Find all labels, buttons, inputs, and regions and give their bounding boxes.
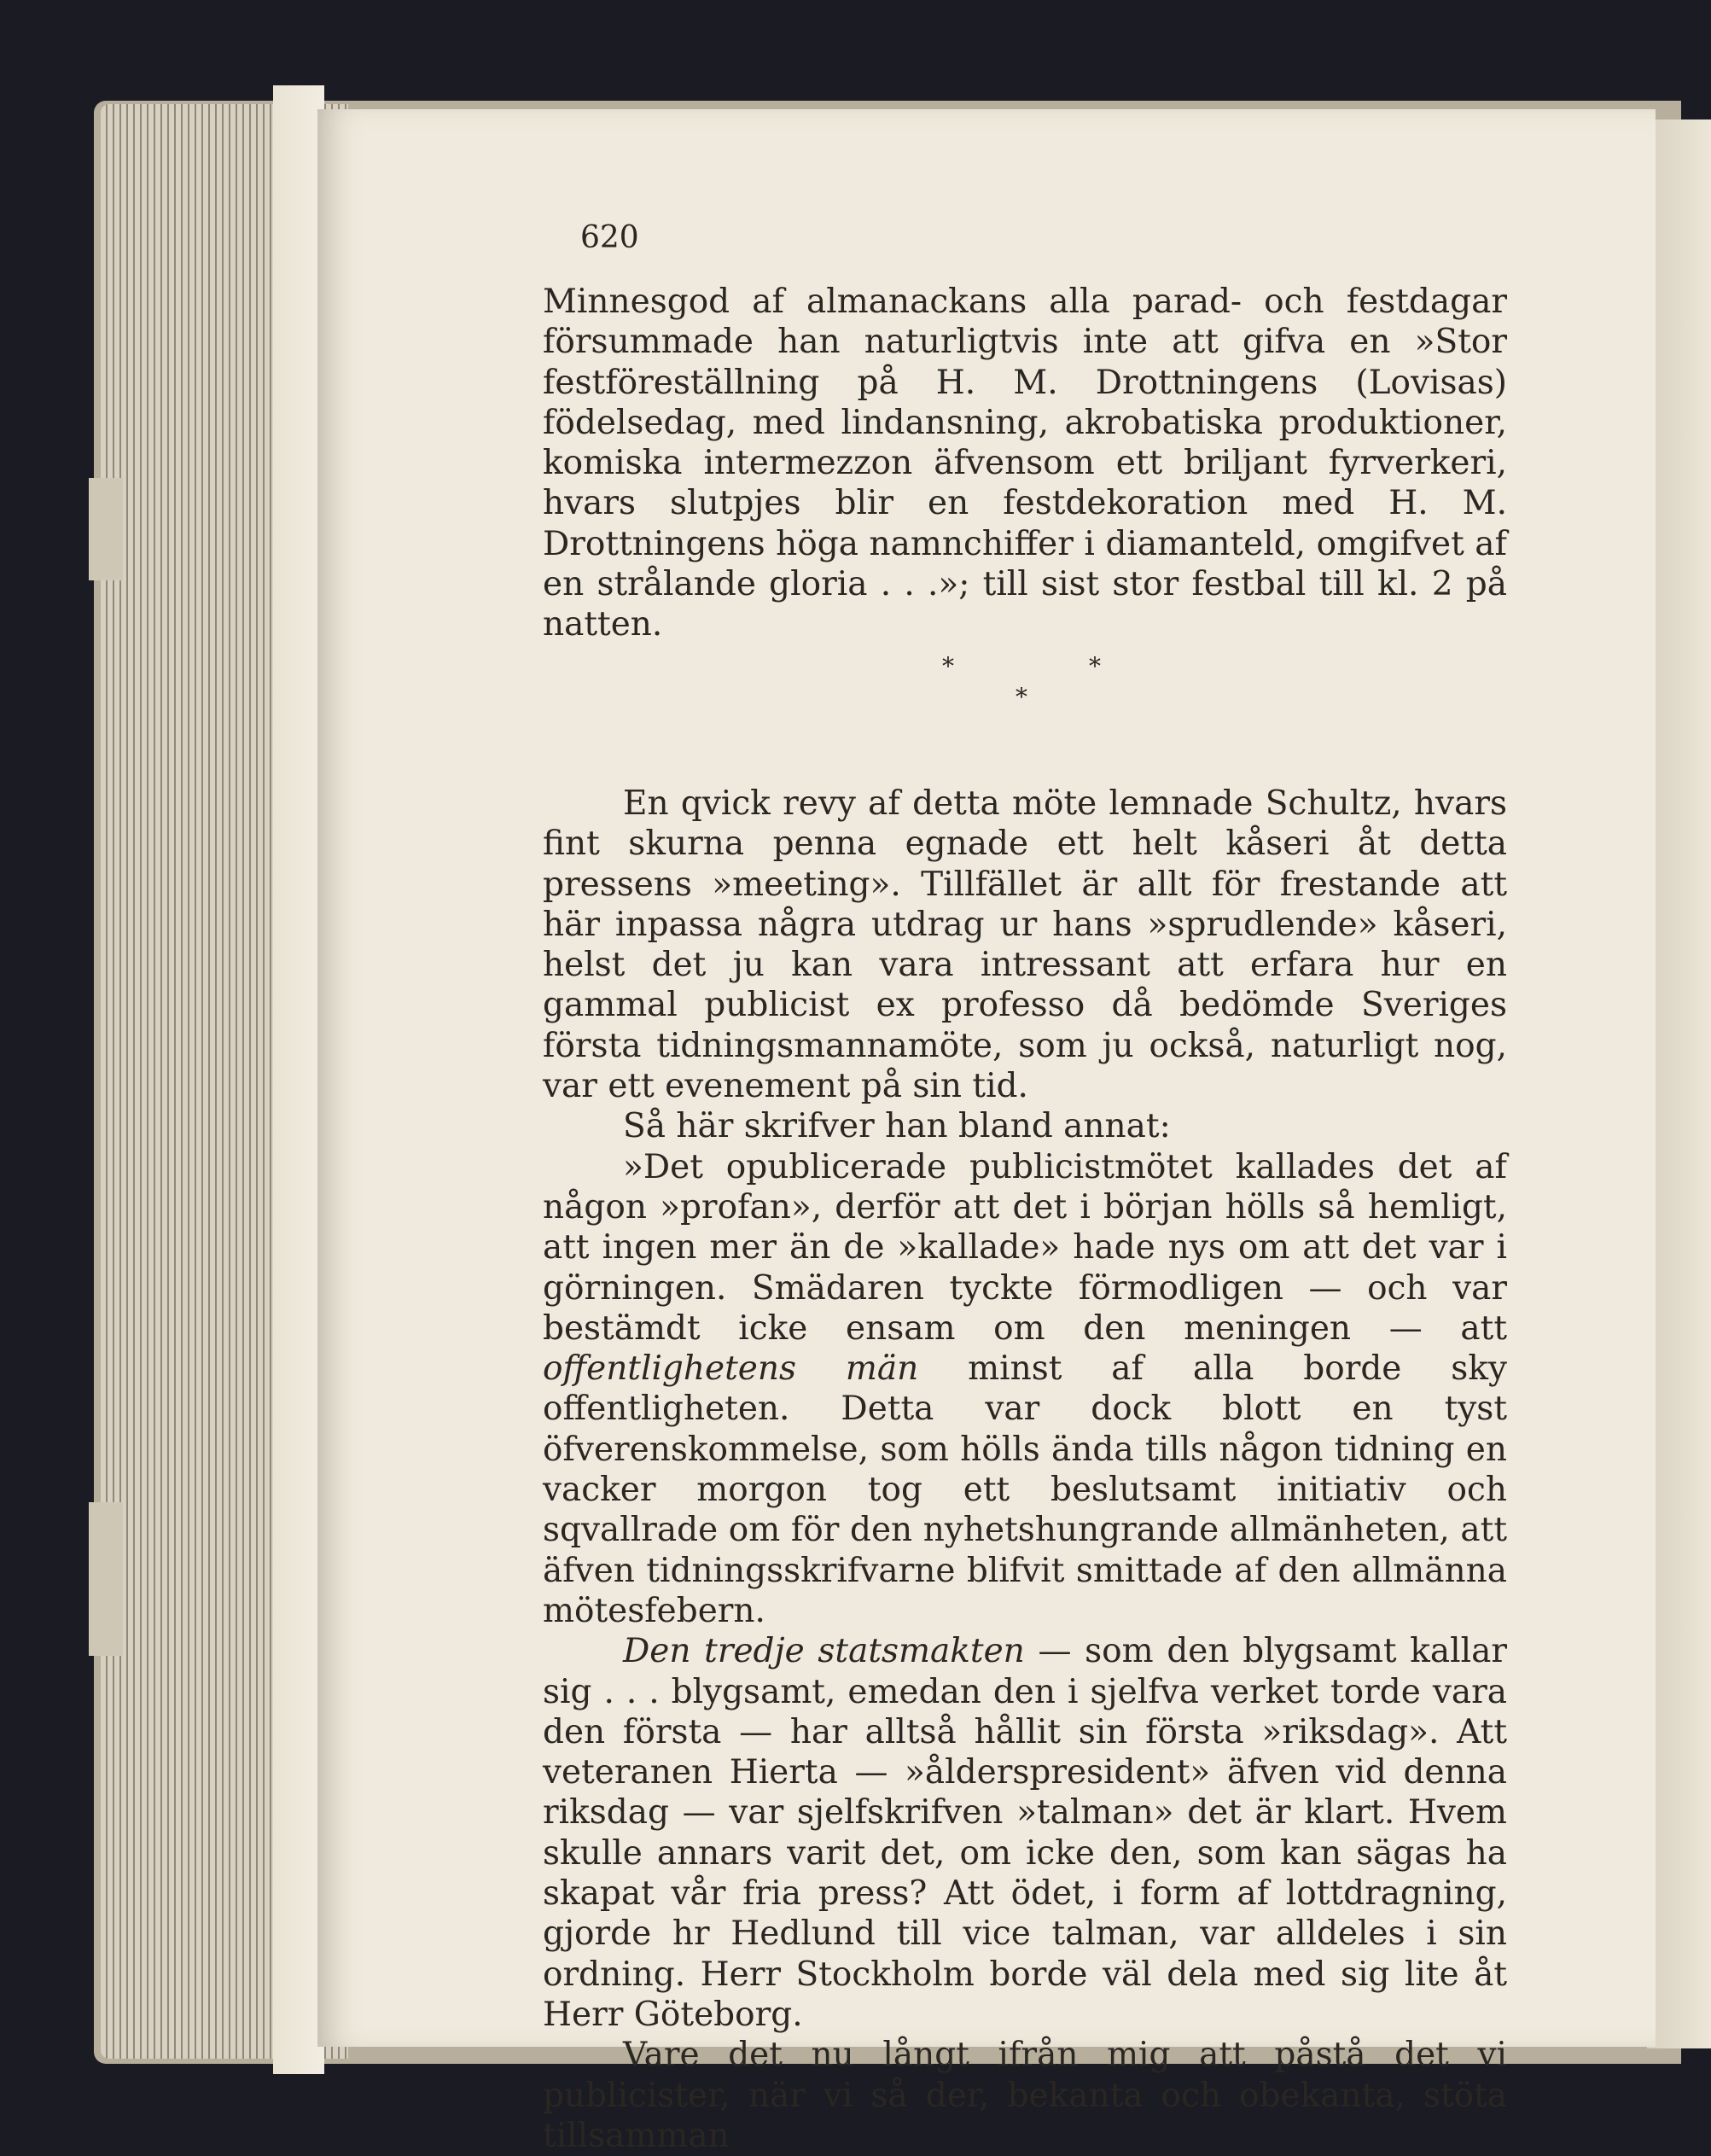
quote-paragraph: [543, 1147, 1507, 1632]
asterisk: *: [1089, 652, 1101, 680]
asterisk: *: [1016, 683, 1027, 711]
text-run: minst af alla borde sky offentligheten. Detta var dock blott en tyst öfverenskommelse, som hölls ända tills någon tidning en vacker morgon tog ett beslutsamt initiativ och sqvallrade om för den nyhetshungrande allmänheten, att äfven tidningsskrifvarne blifvit smittade af den allmänna mötesfebern.: [543, 1349, 1507, 1630]
paragraph: [543, 1631, 1507, 2035]
paragraph: En qvick revy af detta möte lemnade Schultz, hvars fint skurna penna egnade ett helt kåseri åt detta pressens »meeting». Tillfället är allt för frestande att här inpassa några utdrag ur hans »sprudlende» kåseri, helst det ju kan vara intressant att erfara hur en gammal publicist ex professo då bedömde Sveriges första tidningsmannamöte, som ju också, naturligt nog, var ett evenement på sin tid.: [543, 784, 1507, 1106]
asterisk: *: [942, 652, 954, 680]
italic-phrase: offentlighetens män: [543, 1349, 919, 1389]
spine-shadow: [273, 85, 324, 2074]
text-run: »Det opublicerade publicistmötet kallades det af någon »profan», derför att det i början hölls så hemligt, att ingen mer än de »kallade» hade nys om att det var i görningen. Smädaren tyckte förmodligen — och var bestämdt icke ensam om den meningen — att: [543, 1147, 1507, 1348]
paragraph: Minnesgod af almanackans alla parad- och festdagar försummade han naturligtvis inte att gifva en »Stor festföreställning på H. M. Drottningens (Lovisas) födelsedag, med lindansning, akrobatiska produktioner, komiska intermezzon äfvensom ett briljant fyrverkeri, hvars slutpjes blir en festdekoration med H. M. Drottningens höga namnchiffer i diamanteld, omgifvet af en strålande gloria . . .»; till sist stor festbal till kl. 2 på natten.: [543, 283, 1507, 644]
paragraph: Så här skrifver han bland annat:: [623, 1107, 1171, 1146]
text-block-top: [543, 282, 1507, 645]
page-number: 620: [580, 220, 639, 255]
italic-phrase: Den tredje statsmakten: [623, 1632, 1025, 1671]
page-edge-tab: [89, 478, 123, 580]
text-run: — som den blygsamt kallar sig . . . blygsamt, emedan den i sjelfva verket torde vara den första — har alltså hållit sin första »riksdag». Att veteranen Hierta — »ålderspresident» äfven vid denna riksdag — var sjelfskrifven »talman» det är klart. Hvem skulle annars varit det, om icke den, som kan sägas ha skapat vår fria press? Att ödet, i form af lottdragning, gjorde hr Hedlund till vice talman, var alldeles i sin ordning. Herr Stockholm borde väl dela med sig lite åt Herr Göteborg.: [543, 1632, 1507, 2034]
right-page-edge: [1647, 119, 1711, 2048]
page-edge-tab: [89, 1502, 123, 1656]
text-block-main: [543, 784, 1507, 2156]
section-separator: [928, 649, 1133, 717]
paragraph: Vare det nu långt ifrån mig att påstå det vi publicister, när vi så der, bekanta och obekanta, stöta tillsamman: [543, 2036, 1507, 2155]
